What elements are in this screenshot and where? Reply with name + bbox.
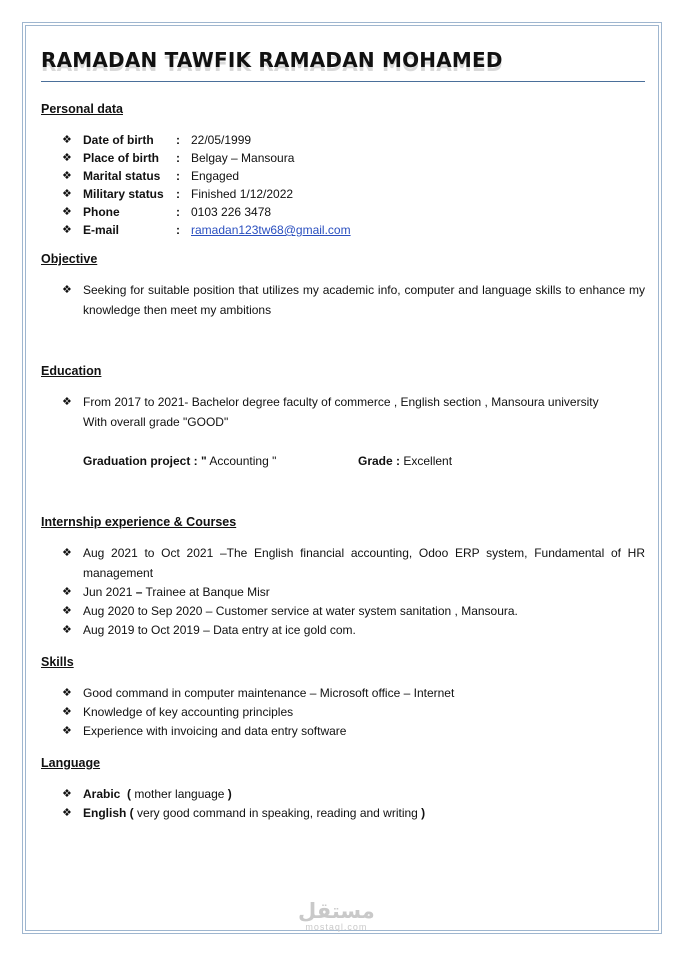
internship-text: Aug 2020 to Sep 2020 – Customer service at water system sanitation , Mansoura.: [83, 604, 518, 618]
section-title-education: Education: [41, 364, 102, 378]
graduation-project-row: [83, 452, 276, 470]
internship-item: [62, 544, 645, 583]
personal-label: Date of birth: [83, 133, 154, 147]
grade-value: Excellent: [400, 454, 453, 468]
personal-value: Belgay – Mansoura: [191, 151, 295, 165]
education-years: From 2017 to 2021-: [83, 395, 189, 409]
bullet-icon: ❖: [62, 206, 72, 218]
bullet-icon: ❖: [62, 586, 72, 598]
internship-text: [83, 583, 270, 601]
personal-label: Phone: [83, 205, 120, 219]
email-link[interactable]: ramadan123tw68@gmail.com: [191, 223, 351, 237]
bullet-icon: ❖: [62, 152, 72, 164]
skill-text: Experience with invoicing and data entry software: [83, 724, 347, 738]
education-item: [62, 393, 645, 432]
watermark-arabic: مستقل: [298, 899, 375, 923]
personal-value: 22/05/1999: [191, 133, 252, 147]
education-degree: Bachelor degree faculty of commerce , English section , Mansoura university: [188, 395, 599, 409]
section-title-language: Language: [41, 756, 101, 770]
graduation-grade-row: [358, 452, 452, 470]
personal-value: Engaged: [191, 169, 240, 183]
language-paren-close: ): [417, 806, 426, 820]
bullet-icon: ❖: [62, 134, 72, 146]
section-title-internship: Internship experience & Courses: [41, 515, 237, 529]
education-overall-grade: With overall grade "GOOD": [83, 414, 229, 429]
personal-colon: :: [176, 205, 180, 219]
personal-value: Finished 1/12/2022: [191, 187, 294, 201]
internship-dash: –: [135, 585, 143, 599]
section-title-objective: Objective: [41, 252, 98, 266]
project-label: Graduation project : ": [83, 454, 207, 468]
personal-colon: :: [176, 151, 180, 165]
internship-text: Aug 2019 to Oct 2019 – Data entry at ice gold com.: [83, 623, 356, 637]
bullet-icon: ❖: [62, 605, 72, 617]
language-name: Arabic: [83, 787, 121, 801]
language-detail: mother language: [134, 787, 225, 801]
internship-role: Trainee at Banque Misr: [142, 585, 270, 599]
language-name: English: [83, 806, 127, 820]
bullet-icon: ❖: [62, 224, 72, 236]
language-text: [83, 804, 425, 822]
grade-label: Grade :: [358, 454, 401, 468]
bullet-icon: ❖: [62, 188, 72, 200]
skill-text: Knowledge of key accounting principles: [83, 705, 294, 719]
personal-colon: :: [176, 169, 180, 183]
bullet-icon: ❖: [62, 284, 72, 296]
personal-colon: :: [176, 187, 180, 201]
personal-label: Place of birth: [83, 151, 160, 165]
personal-colon: :: [176, 223, 180, 237]
personal-colon: :: [176, 133, 180, 147]
bullet-icon: ❖: [62, 547, 72, 559]
section-title-skills: Skills: [41, 655, 74, 669]
personal-label: Marital status: [83, 169, 161, 183]
watermark-latin: mostaql.com: [305, 922, 368, 932]
title-divider: [41, 81, 645, 82]
objective-text: Seeking for suitable position that utilizes my academic info, computer and language skills to enhance my knowledge then meet my ambitions: [83, 283, 645, 317]
candidate-name: RAMADAN TAWFIK RAMADAN MOHAMED: [41, 48, 503, 72]
personal-label: Military status: [83, 187, 164, 201]
bullet-icon: ❖: [62, 624, 72, 636]
internship-date: Jun 2021: [83, 585, 136, 599]
bullet-icon: ❖: [62, 706, 72, 718]
internship-text: Aug 2021 to Oct 2021 –The English financial accounting, Odoo ERP system, Fundamental of HR management: [83, 546, 645, 580]
bullet-icon: ❖: [62, 788, 72, 800]
project-value: Accounting ": [206, 454, 277, 468]
watermark: [298, 900, 375, 932]
education-text: [83, 393, 645, 432]
personal-label: E-mail: [83, 223, 120, 237]
bullet-icon: ❖: [62, 725, 72, 737]
language-detail: very good command in speaking, reading and writing: [137, 806, 418, 820]
language-text: [83, 785, 232, 803]
language-paren-close: ): [224, 787, 232, 801]
bullet-icon: ❖: [62, 396, 72, 408]
language-paren-open: (: [120, 787, 135, 801]
objective-item: [62, 281, 645, 320]
skill-text: Good command in computer maintenance – Microsoft office – Internet: [83, 686, 455, 700]
personal-value: 0103 226 3478: [191, 205, 272, 219]
section-title-personal: Personal data: [41, 102, 123, 116]
bullet-icon: ❖: [62, 807, 72, 819]
bullet-icon: ❖: [62, 687, 72, 699]
language-paren-open: (: [126, 806, 138, 820]
bullet-icon: ❖: [62, 170, 72, 182]
